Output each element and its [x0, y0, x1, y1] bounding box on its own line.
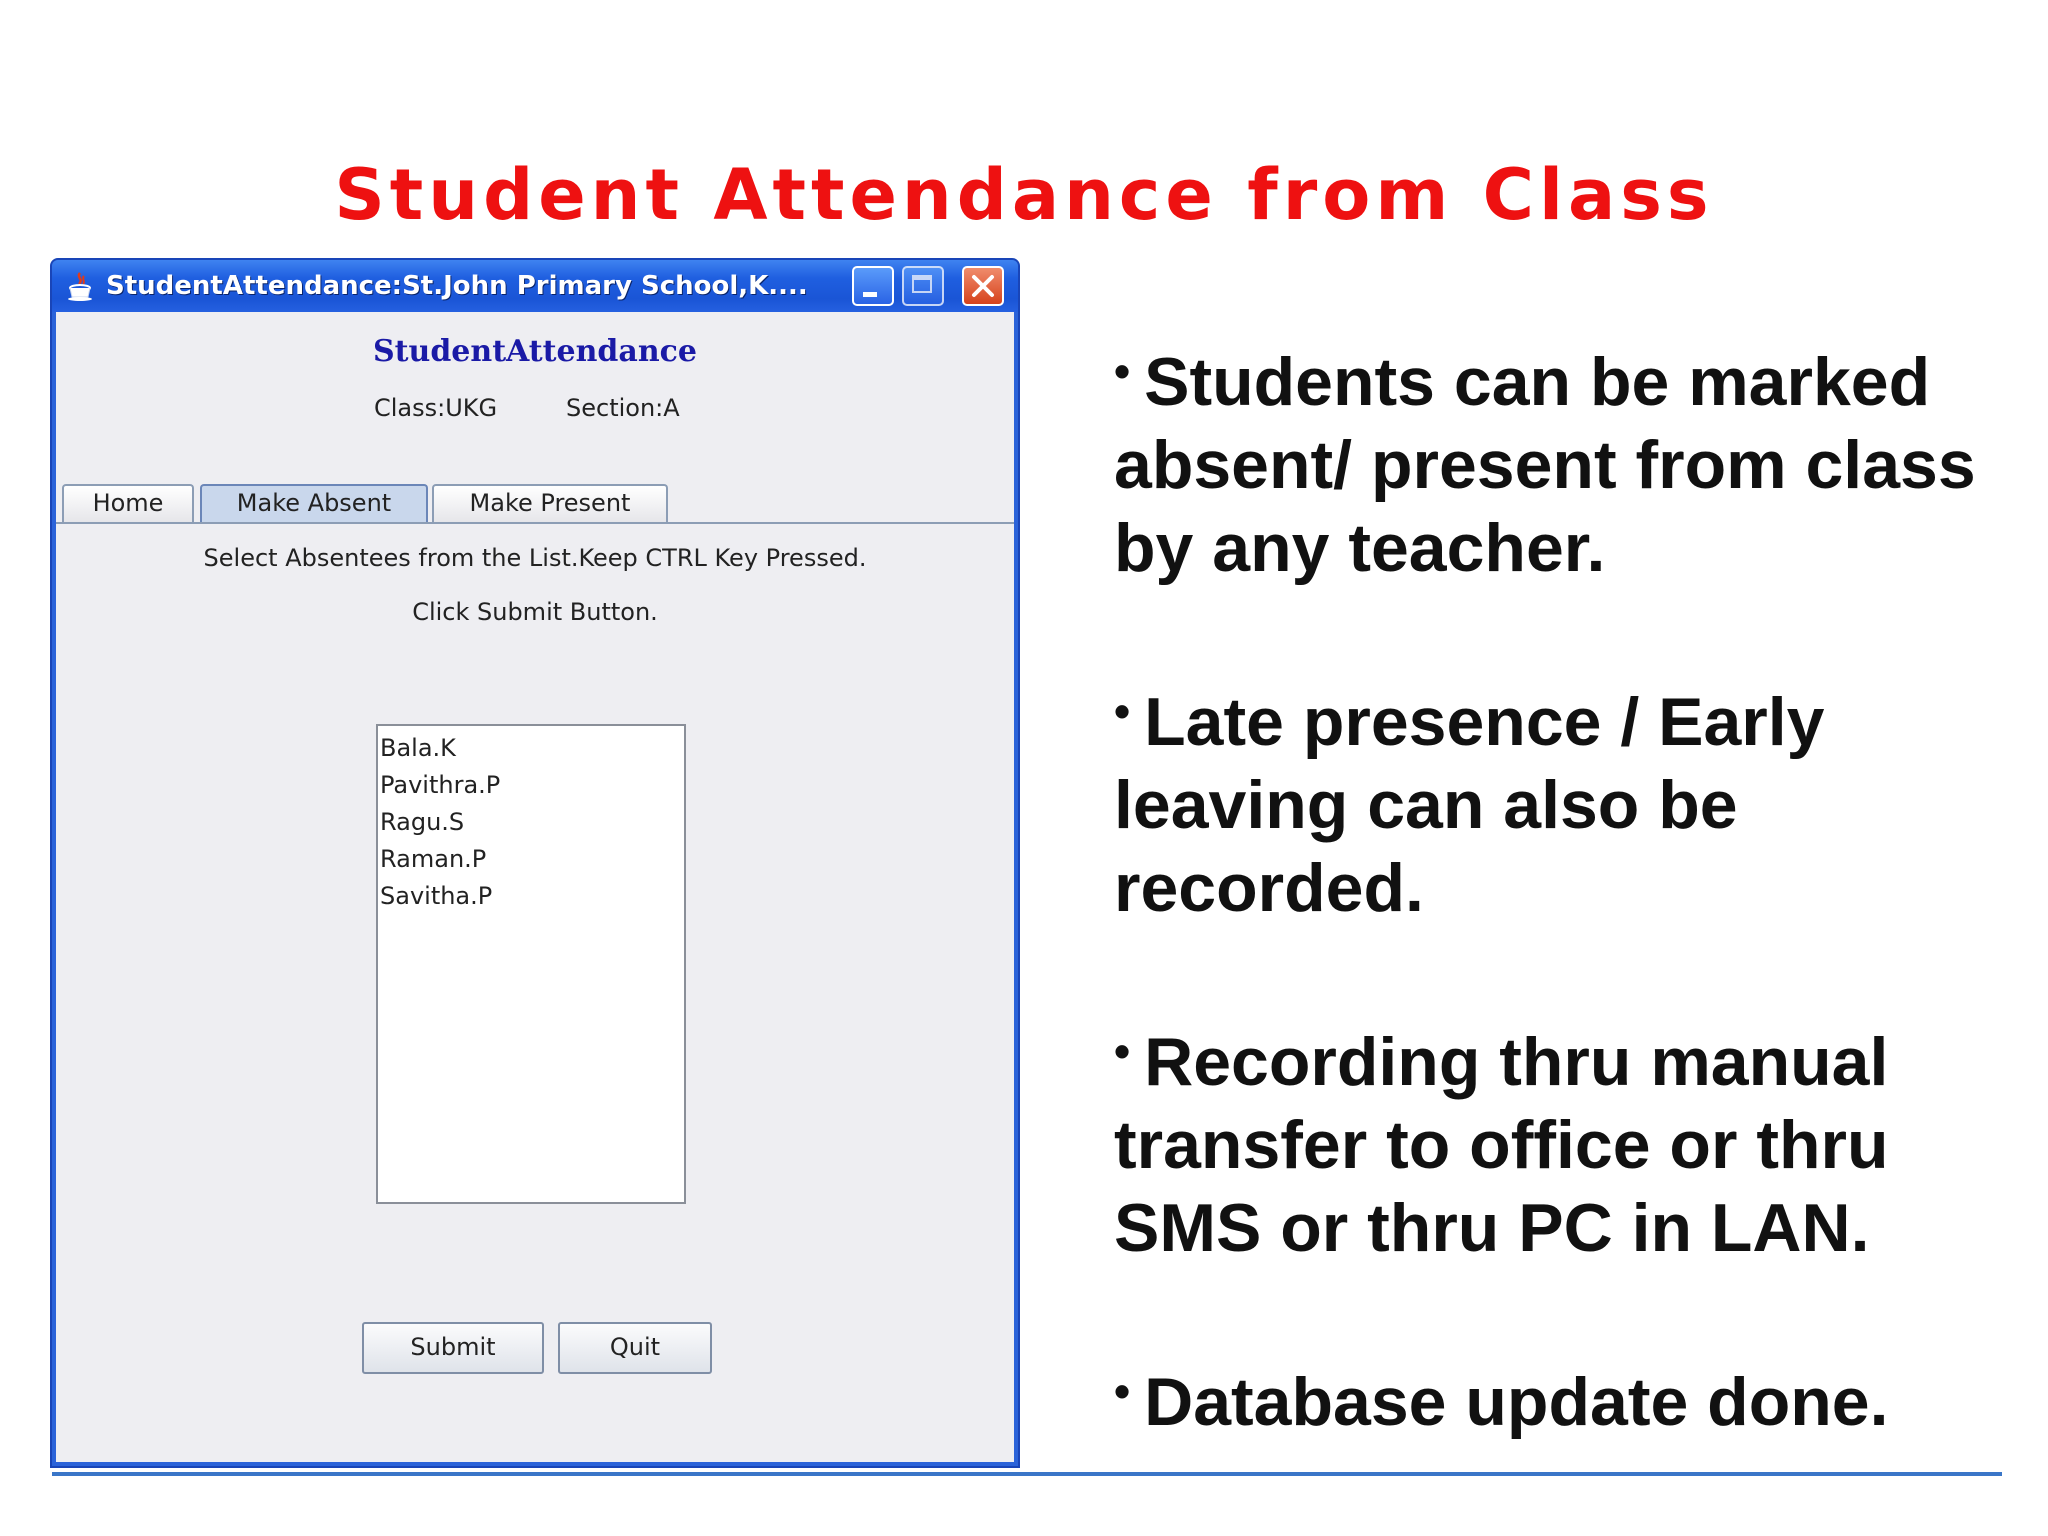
- bullet-text: Recording thru manual transfer to office or thru SMS or thru PC in LAN.: [1114, 1024, 1889, 1266]
- close-icon: [970, 273, 996, 299]
- bullet-list: [1114, 330, 2014, 1524]
- bullet-item: [1114, 1350, 2014, 1444]
- tab-make-present[interactable]: Make Present: [432, 484, 668, 522]
- bottom-divider: [52, 1472, 2002, 1476]
- list-item[interactable]: Bala.K: [380, 734, 456, 762]
- window-titlebar[interactable]: [52, 260, 1018, 312]
- bullet-text: Late presence / Early leaving can also be recorded.: [1114, 684, 1825, 926]
- class-label: Class:UKG: [374, 394, 498, 422]
- bullet-item: [1114, 1010, 2014, 1270]
- instruction-select-absentees: Select Absentees from the List.Keep CTRL Key Pressed.: [203, 544, 867, 572]
- student-list[interactable]: [376, 724, 686, 1204]
- bullet-dot-icon: •: [1114, 1025, 1131, 1077]
- close-button[interactable]: [962, 266, 1004, 306]
- list-item[interactable]: Savitha.P: [380, 882, 493, 910]
- maximize-button[interactable]: [902, 266, 944, 306]
- tab-home[interactable]: Home: [62, 484, 194, 522]
- list-item[interactable]: Ragu.S: [380, 808, 465, 836]
- bullet-dot-icon: •: [1114, 345, 1131, 397]
- slide-title: Student Attendance from Class: [334, 154, 1714, 236]
- minimize-button[interactable]: [852, 266, 894, 306]
- bullet-text: Students can be marked absent/ present from class by any teacher.: [1114, 344, 1976, 586]
- instruction-click-submit: Click Submit Button.: [412, 598, 658, 626]
- window-title: StudentAttendance:St.John Primary School,K....: [106, 271, 808, 301]
- window-client-area: [56, 312, 1014, 1462]
- bullet-text: Database update done.: [1144, 1364, 1889, 1440]
- bullet-dot-icon: •: [1114, 685, 1131, 737]
- bullet-item: [1114, 670, 2014, 930]
- java-coffee-icon: [64, 270, 96, 302]
- list-item[interactable]: Raman.P: [380, 845, 487, 873]
- submit-button[interactable]: Submit: [362, 1322, 544, 1374]
- quit-button[interactable]: Quit: [558, 1322, 712, 1374]
- bullet-item: [1114, 330, 2014, 590]
- list-item[interactable]: Pavithra.P: [380, 771, 501, 799]
- app-window: [50, 258, 1020, 1468]
- tab-panel-border: [56, 522, 1014, 524]
- section-label: Section:A: [566, 394, 680, 422]
- tab-make-absent[interactable]: Make Absent: [200, 484, 428, 522]
- bullet-dot-icon: •: [1114, 1365, 1131, 1417]
- app-heading: StudentAttendance: [372, 334, 697, 369]
